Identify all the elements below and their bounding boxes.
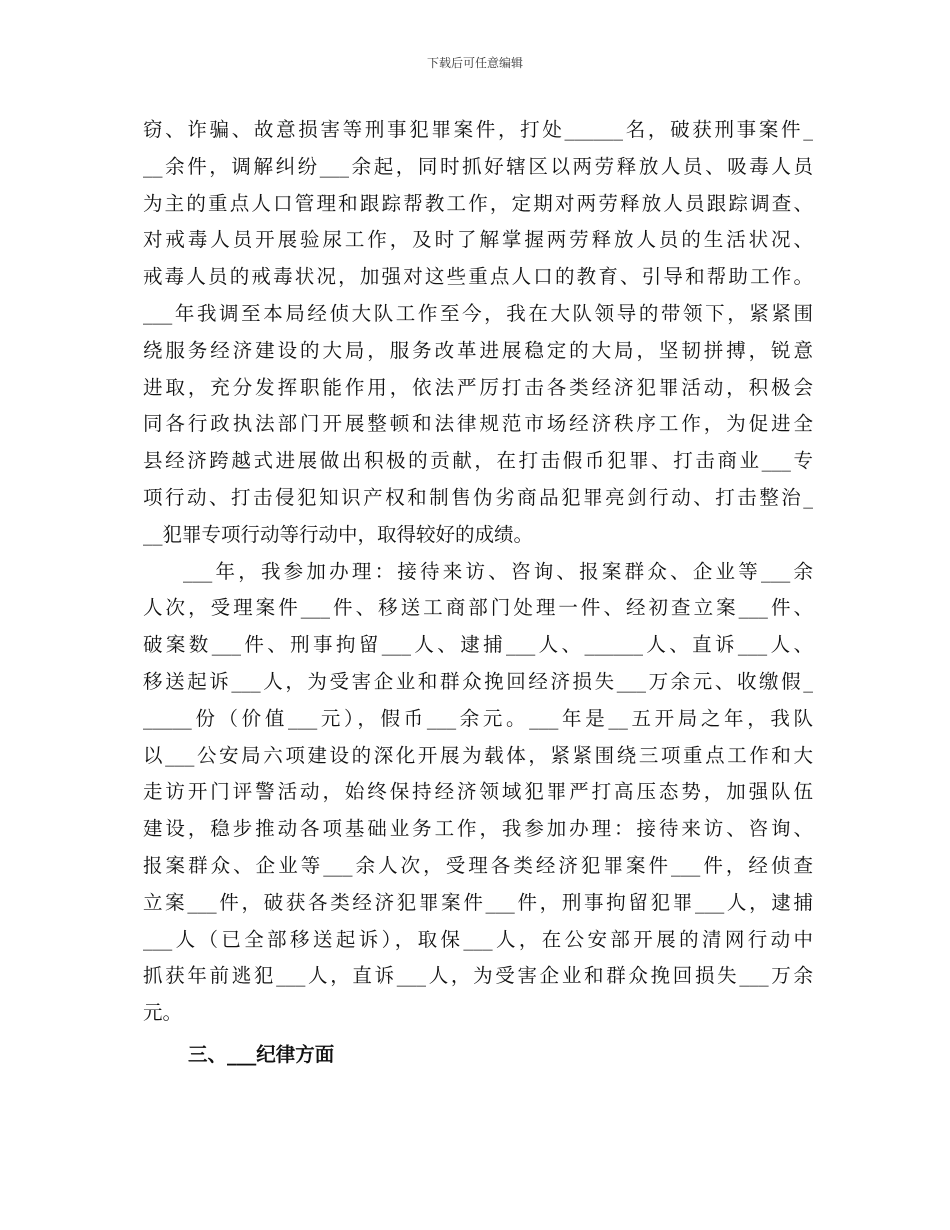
text-line: 项行动、打击侵犯知识产权和制售伪劣商品犯罪亮剑行动、打击整治_	[143, 485, 813, 509]
text-line: ___年我调至本局经侦大队工作至今，我在大队领导的带领下，紧紧围	[143, 301, 813, 325]
text-line: 县经济跨越式进展做出积极的贡献，在打击假币犯罪、打击商业___专	[143, 449, 813, 473]
text-line: ___人（已全部移送起诉），取保___人，在公安部开展的清网行动中	[143, 927, 813, 951]
text-line: 元。	[143, 1001, 183, 1025]
text-line: _____份（价值___元），假币___余元。___年是__五开局之年，我队	[143, 706, 813, 730]
text-line: 绕服务经济建设的大局，服务改革进展稳定的大局，坚韧拼搏，锐意	[143, 338, 813, 362]
text-line: 破案数___件、刑事拘留___人、逮捕___人、______人、直诉___人、	[143, 633, 813, 657]
text-line: __犯罪专项行动等行动中，取得较好的成绩。	[143, 522, 534, 546]
text-line: 窃、诈骗、故意损害等刑事犯罪案件，打处______名，破获刑事案件_	[143, 118, 813, 141]
text-line: 以___公安局六项建设的深化开展为载体，紧紧围绕三项重点工作和大	[143, 743, 813, 767]
paragraph-1	[143, 112, 813, 554]
text-line: 为主的重点人口管理和跟踪帮教工作，定期对两劳释放人员跟踪调查、	[143, 191, 813, 215]
document-body	[143, 112, 813, 1032]
paragraph-2	[143, 554, 813, 1032]
text-line: 移送起诉___人，为受害企业和群众挽回经济损失___万余元、收缴假_	[143, 669, 813, 693]
text-line: ___年，我参加办理：接待来访、咨询、报案群众、企业等___余	[183, 559, 813, 583]
text-line: 同各行政执法部门开展整顿和法律规范市场经济秩序工作，为促进全	[143, 412, 813, 436]
text-line: 建设，稳步推动各项基础业务工作，我参加办理：接待来访、咨询、	[143, 817, 813, 841]
page-header: 下载后可任意编辑	[426, 56, 523, 70]
text-line: __余件，调解纠纷___余起，同时抓好辖区以两劳释放人员、吸毒人员	[143, 154, 813, 178]
text-line: 进取，充分发挥职能作用，依法严厉打击各类经济犯罪活动，积极会	[143, 375, 813, 399]
text-line: 人次，受理案件___件、移送工商部门处理一件、经初查立案___件、	[143, 596, 813, 620]
text-line: 抓获年前逃犯___人，直诉___人，为受害企业和群众挽回损失___万余	[143, 964, 813, 988]
text-line: 走访开门评警活动，始终保持经济领域犯罪严打高压态势，加强队伍	[143, 780, 813, 804]
text-line: 立案___件，破获各类经济犯罪案件___件，刑事拘留犯罪___人，逮捕	[143, 890, 813, 914]
section-heading: 三、___纪律方面	[188, 1043, 335, 1066]
text-line: 报案群众、企业等___余人次，受理各类经济犯罪案件___件，经侦查	[143, 853, 813, 877]
text-line: 对戒毒人员开展验尿工作，及时了解掌握两劳释放人员的生活状况、	[143, 228, 813, 252]
text-line: 戒毒人员的戒毒状况，加强对这些重点人口的教育、引导和帮助工作。	[143, 265, 813, 289]
